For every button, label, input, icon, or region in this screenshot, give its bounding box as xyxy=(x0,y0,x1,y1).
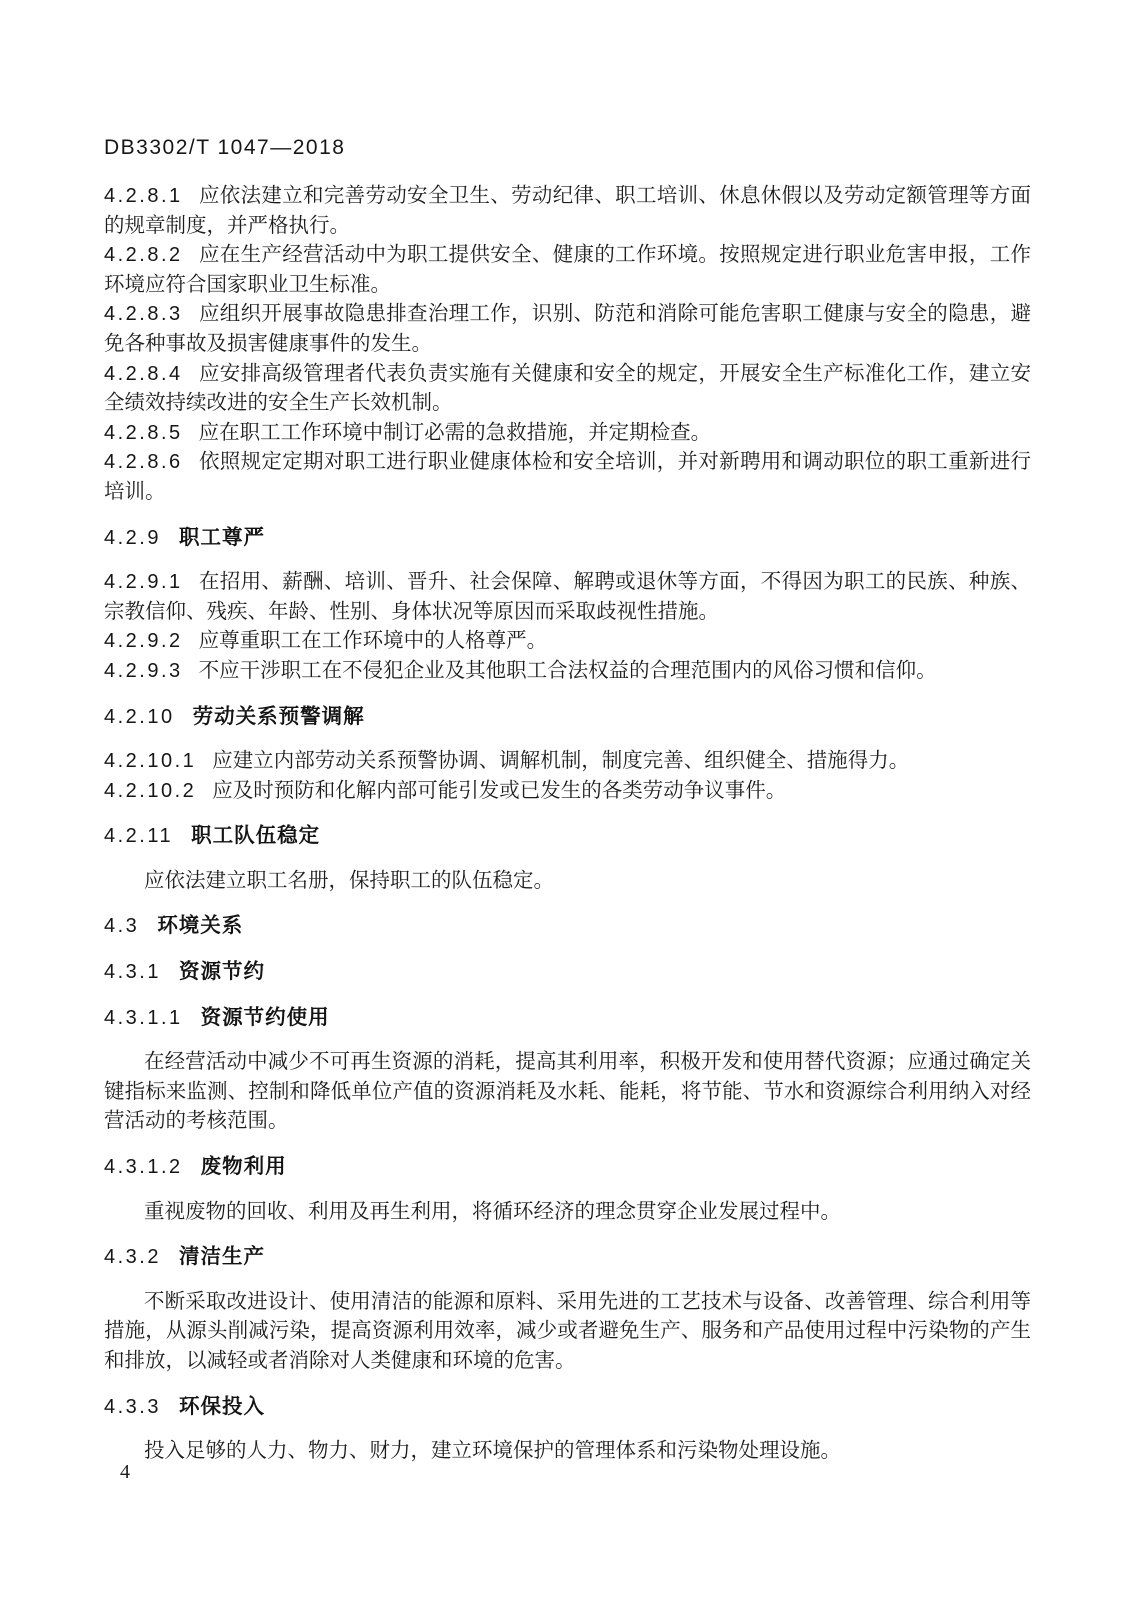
paragraph-text: 应在生产经营活动中为职工提供安全、健康的工作环境。按照规定进行职业危害申报，工作环境应符合国家职业卫生标准。 xyxy=(104,244,1031,296)
section-heading xyxy=(104,1242,1031,1273)
heading-title: 资源节约 xyxy=(178,960,265,984)
paragraph-text: 不断采取改进设计、使用清洁的能源和原料、采用先进的工艺技术与设备、改善管理、综合利用等措施，从源头削减污染，提高资源利用效率，减少或者避免生产、服务和产品使用过程中污染物的产生和排放，以减轻或者消除对人类健康和环境的危害。 xyxy=(104,1290,1031,1372)
section-heading xyxy=(104,911,1031,942)
heading-title: 职工队伍稳定 xyxy=(191,824,321,848)
clause-paragraph xyxy=(104,448,1031,507)
paragraph-text: 不应干涉职工在不侵犯企业及其他职工合法权益的合理范围内的风俗习惯和信仰。 xyxy=(198,659,937,682)
heading-number: 4.3.1.1 xyxy=(104,1006,183,1029)
section-heading xyxy=(104,702,1031,733)
clause-paragraph xyxy=(104,777,1031,807)
paragraph-text: 投入足够的人力、物力、财力，建立环境保护的管理体系和污染物处理设施。 xyxy=(144,1440,841,1463)
paragraph-text: 在招用、薪酬、培训、晋升、社会保障、解聘或退休等方面，不得因为职工的民族、种族、宗教信仰、残疾、年龄、性别、身体状况等原因而采取歧视性措施。 xyxy=(104,571,1031,623)
heading-number: 4.2.9 xyxy=(104,526,161,549)
heading-title: 环保投入 xyxy=(178,1394,265,1418)
document-content xyxy=(104,182,1031,1467)
clause-number: 4.2.10.2 xyxy=(104,779,197,802)
heading-title: 劳动关系预警调解 xyxy=(192,704,365,728)
clause-number: 4.2.9.2 xyxy=(104,630,183,653)
clause-number: 4.2.8.4 xyxy=(104,362,183,385)
heading-title: 环境关系 xyxy=(157,914,244,938)
clause-number: 4.2.8.6 xyxy=(104,451,183,474)
heading-title: 职工尊严 xyxy=(178,525,265,549)
clause-number: 4.2.10.1 xyxy=(104,750,197,773)
paragraph-text: 应建立内部劳动关系预警协调、调解机制，制度完善、组织健全、措施得力。 xyxy=(212,750,910,773)
heading-number: 4.2.11 xyxy=(104,825,174,848)
clause-number: 4.2.8.1 xyxy=(104,185,183,207)
paragraph-text: 应尊重职工在工作环境中的人格尊严。 xyxy=(198,630,548,653)
clause-paragraph xyxy=(104,568,1031,627)
paragraph-text: 在经营活动中减少不可再生资源的消耗，提高其利用率，积极开发和使用替代资源；应通过确定关键指标来监测、控制和降低单位产值的资源消耗及水耗、能耗，将节能、节水和资源综合利用纳入对经营活动的考核范围。 xyxy=(104,1051,1031,1133)
paragraph-text: 依照规定定期对职工进行职业健康体检和安全培训，并对新聘用和调动职位的职工重新进行培训。 xyxy=(104,451,1031,503)
clause-paragraph xyxy=(104,657,1031,687)
section-heading xyxy=(104,1003,1031,1034)
paragraph-text: 应在职工工作环境中制订必需的急救措施，并定期检查。 xyxy=(198,421,712,444)
heading-number: 4.3.1.2 xyxy=(104,1156,183,1179)
heading-title: 清洁生产 xyxy=(178,1245,265,1269)
clause-paragraph xyxy=(104,627,1031,657)
heading-number: 4.3.1 xyxy=(104,961,161,984)
clause-paragraph xyxy=(104,360,1031,419)
body-paragraph xyxy=(104,1048,1031,1137)
section-heading xyxy=(104,957,1031,988)
page-number: 4 xyxy=(120,1461,130,1483)
clause-paragraph xyxy=(104,182,1031,241)
paragraph-text: 应安排高级管理者代表负责实施有关健康和安全的规定，开展安全生产标准化工作，建立安全绩效持续改进的安全生产长效机制。 xyxy=(104,362,1031,415)
clause-number: 4.2.8.3 xyxy=(104,303,183,326)
section-heading xyxy=(104,523,1031,554)
clause-number: 4.2.8.5 xyxy=(104,421,183,444)
running-header: DB3302/T 1047—2018 xyxy=(104,136,346,159)
paragraph-text: 应依法建立和完善劳动安全卫生、劳动纪律、职工培训、休息休假以及劳动定额管理等方面的规章制度，并严格执行。 xyxy=(104,185,1031,237)
clause-paragraph xyxy=(104,241,1031,300)
paragraph-text: 重视废物的回收、利用及再生利用，将循环经济的理念贯穿企业发展过程中。 xyxy=(144,1200,841,1223)
body-paragraph xyxy=(104,1288,1031,1377)
heading-number: 4.3.2 xyxy=(104,1246,161,1269)
paragraph-text: 应依法建立职工名册，保持职工的队伍稳定。 xyxy=(144,869,554,892)
clause-number: 4.2.9.1 xyxy=(104,571,183,594)
paragraph-text: 应及时预防和化解内部可能引发或已发生的各类劳动争议事件。 xyxy=(212,779,787,802)
clause-number: 4.2.8.2 xyxy=(104,244,183,267)
heading-number: 4.3 xyxy=(104,915,140,938)
heading-number: 4.3.3 xyxy=(104,1395,161,1418)
section-heading xyxy=(104,1392,1031,1423)
heading-title: 资源节约使用 xyxy=(200,1005,330,1029)
body-paragraph xyxy=(104,1437,1031,1467)
clause-paragraph xyxy=(104,419,1031,449)
clause-paragraph xyxy=(104,300,1031,359)
section-heading xyxy=(104,1152,1031,1183)
body-paragraph xyxy=(104,867,1031,897)
paragraph-text: 应组织开展事故隐患排查治理工作，识别、防范和消除可能危害职工健康与安全的隐患，避免各种事故及损害健康事件的发生。 xyxy=(104,303,1031,355)
clause-number: 4.2.9.3 xyxy=(104,659,183,682)
body-paragraph xyxy=(104,1198,1031,1228)
heading-title: 废物利用 xyxy=(200,1155,287,1179)
heading-number: 4.2.10 xyxy=(104,705,175,728)
section-heading xyxy=(104,821,1031,852)
clause-paragraph xyxy=(104,747,1031,777)
